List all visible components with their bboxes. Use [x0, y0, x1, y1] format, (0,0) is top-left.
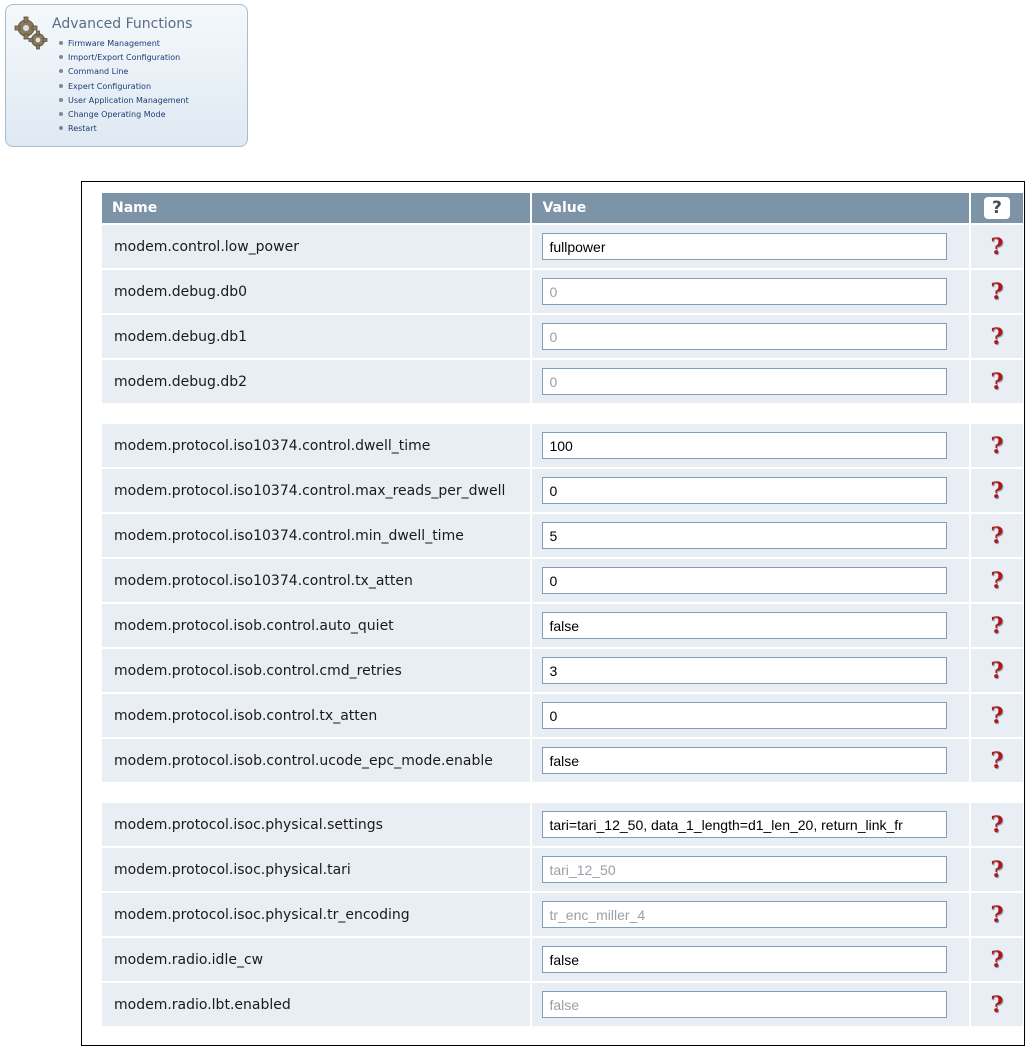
help-icon[interactable]: ? [990, 477, 1004, 504]
setting-value-input[interactable] [542, 567, 947, 594]
setting-value-cell [532, 270, 968, 313]
advanced-functions-link[interactable] [59, 37, 189, 51]
advanced-functions-list [59, 37, 189, 136]
setting-value-input[interactable] [542, 432, 947, 459]
advanced-functions-link-label: Firmware Management [68, 39, 160, 48]
setting-name: modem.protocol.isob.control.cmd_retries [102, 649, 530, 692]
bullet-icon [59, 126, 63, 130]
help-cell [971, 225, 1023, 268]
help-icon[interactable]: ? [990, 747, 1004, 774]
table-row [102, 938, 1023, 981]
help-cell [971, 694, 1023, 737]
advanced-functions-link[interactable] [59, 94, 189, 108]
setting-value-cell [532, 360, 968, 403]
setting-value-cell [532, 604, 968, 647]
table-row [102, 514, 1023, 557]
setting-value-input [542, 901, 947, 928]
advanced-functions-link[interactable] [59, 80, 189, 94]
help-cell [971, 424, 1023, 467]
help-cell [971, 803, 1023, 846]
help-icon[interactable]: ? [990, 856, 1004, 883]
setting-value-input [542, 368, 947, 395]
setting-value-input[interactable] [542, 946, 947, 973]
bullet-icon [59, 41, 63, 45]
setting-name: modem.radio.idle_cw [102, 938, 530, 981]
help-icon[interactable]: ? [990, 991, 1004, 1018]
setting-name: modem.radio.lbt.enabled [102, 983, 530, 1026]
advanced-functions-link-label: Change Operating Mode [68, 110, 166, 120]
advanced-functions-panel [5, 4, 248, 147]
help-cell [971, 559, 1023, 602]
help-icon[interactable]: ? [990, 946, 1004, 973]
setting-value-cell [532, 983, 968, 1026]
setting-value-cell [532, 739, 968, 782]
bullet-icon [59, 55, 63, 59]
table-row [102, 604, 1023, 647]
help-cell [971, 938, 1023, 981]
setting-value-input[interactable] [542, 811, 947, 838]
table-row [102, 694, 1023, 737]
advanced-functions-link[interactable] [59, 65, 189, 79]
setting-value-cell [532, 848, 968, 891]
setting-name: modem.protocol.isob.control.tx_atten [102, 694, 530, 737]
setting-value-input [542, 323, 947, 350]
bullet-icon [59, 112, 63, 116]
help-icon[interactable]: ? [990, 612, 1004, 639]
setting-name: modem.protocol.iso10374.control.max_reads_per_dwell [102, 469, 530, 512]
help-icon[interactable]: ? [990, 368, 1004, 395]
advanced-functions-link[interactable] [59, 51, 189, 65]
settings-table-body [102, 225, 1023, 1026]
help-cell [971, 848, 1023, 891]
table-row [102, 225, 1023, 268]
table-row [102, 559, 1023, 602]
setting-value-input[interactable] [542, 477, 947, 504]
setting-name: modem.protocol.isoc.physical.tari [102, 848, 530, 891]
setting-value-input[interactable] [542, 747, 947, 774]
help-icon[interactable]: ? [990, 702, 1004, 729]
setting-value-input [542, 991, 947, 1018]
help-icon[interactable]: ? [990, 278, 1004, 305]
setting-value-input[interactable] [542, 612, 947, 639]
setting-value-cell [532, 938, 968, 981]
table-row [102, 803, 1023, 846]
setting-name: modem.debug.db0 [102, 270, 530, 313]
setting-name: modem.protocol.iso10374.control.min_dwell_time [102, 514, 530, 557]
help-cell [971, 270, 1023, 313]
help-icon[interactable]: ? [990, 657, 1004, 684]
setting-name: modem.protocol.isoc.physical.settings [102, 803, 530, 846]
help-cell [971, 315, 1023, 358]
setting-value-input [542, 856, 947, 883]
setting-value-input[interactable] [542, 657, 947, 684]
setting-value-cell [532, 315, 968, 358]
advanced-functions-link[interactable] [59, 108, 189, 122]
setting-value-cell [532, 559, 968, 602]
bullet-icon [59, 69, 63, 73]
help-icon[interactable]: ? [990, 233, 1004, 260]
bullet-icon [59, 98, 63, 102]
table-row [102, 848, 1023, 891]
help-icon[interactable]: ? [990, 901, 1004, 928]
table-row [102, 983, 1023, 1026]
help-cell [971, 893, 1023, 936]
table-row [102, 360, 1023, 403]
setting-name: modem.protocol.isob.control.ucode_epc_mode.enable [102, 739, 530, 782]
group-spacer-cell [102, 405, 1023, 422]
table-row [102, 649, 1023, 692]
setting-value-cell [532, 649, 968, 692]
advanced-functions-link-label: Expert Configuration [68, 81, 152, 91]
setting-value-cell [532, 694, 968, 737]
gears-icon [14, 16, 48, 50]
name-column-header: Name [102, 193, 530, 223]
advanced-functions-link-label: User Application Management [68, 95, 189, 105]
setting-value-cell [532, 803, 968, 846]
table-row [102, 739, 1023, 782]
advanced-functions-link[interactable] [59, 122, 189, 136]
advanced-functions-title: Advanced Functions [52, 16, 193, 32]
settings-table [100, 191, 1025, 1028]
table-row [102, 424, 1023, 467]
setting-value-cell [532, 893, 968, 936]
help-cell [971, 360, 1023, 403]
table-row [102, 270, 1023, 313]
setting-value-input[interactable] [542, 233, 947, 260]
help-icon[interactable]: ? [990, 811, 1004, 838]
table-row [102, 469, 1023, 512]
help-icon[interactable]: ? [990, 567, 1004, 594]
setting-name: modem.protocol.isoc.physical.tr_encoding [102, 893, 530, 936]
help-header-icon[interactable]: ? [984, 197, 1010, 219]
advanced-functions-link-label: Import/Export Configuration [68, 53, 181, 63]
setting-value-cell [532, 469, 968, 512]
setting-name: modem.protocol.iso10374.control.tx_atten [102, 559, 530, 602]
help-column-header [971, 193, 1023, 223]
help-cell [971, 514, 1023, 557]
settings-frame [81, 181, 1025, 1046]
setting-name: modem.debug.db1 [102, 315, 530, 358]
group-spacer [102, 405, 1023, 422]
value-column-header: Value [532, 193, 968, 223]
group-spacer-cell [102, 784, 1023, 801]
setting-value-input [542, 278, 947, 305]
help-cell [971, 739, 1023, 782]
table-header-row [102, 193, 1023, 223]
bullet-icon [59, 84, 63, 88]
setting-name: modem.protocol.isob.control.auto_quiet [102, 604, 530, 647]
help-icon[interactable]: ? [990, 522, 1004, 549]
help-cell [971, 983, 1023, 1026]
help-cell [971, 604, 1023, 647]
setting-name: modem.protocol.iso10374.control.dwell_time [102, 424, 530, 467]
setting-value-cell [532, 424, 968, 467]
table-row [102, 315, 1023, 358]
setting-value-cell [532, 514, 968, 557]
help-icon[interactable]: ? [990, 323, 1004, 350]
advanced-functions-link-label: Restart [68, 124, 97, 134]
table-row [102, 893, 1023, 936]
setting-value-input[interactable] [542, 702, 947, 729]
setting-value-input[interactable] [542, 522, 947, 549]
advanced-functions-link-label: Command Line [68, 67, 129, 77]
help-icon[interactable]: ? [990, 432, 1004, 459]
help-cell [971, 469, 1023, 512]
setting-name: modem.control.low_power [102, 225, 530, 268]
help-cell [971, 649, 1023, 692]
group-spacer [102, 784, 1023, 801]
setting-value-cell [532, 225, 968, 268]
setting-name: modem.debug.db2 [102, 360, 530, 403]
